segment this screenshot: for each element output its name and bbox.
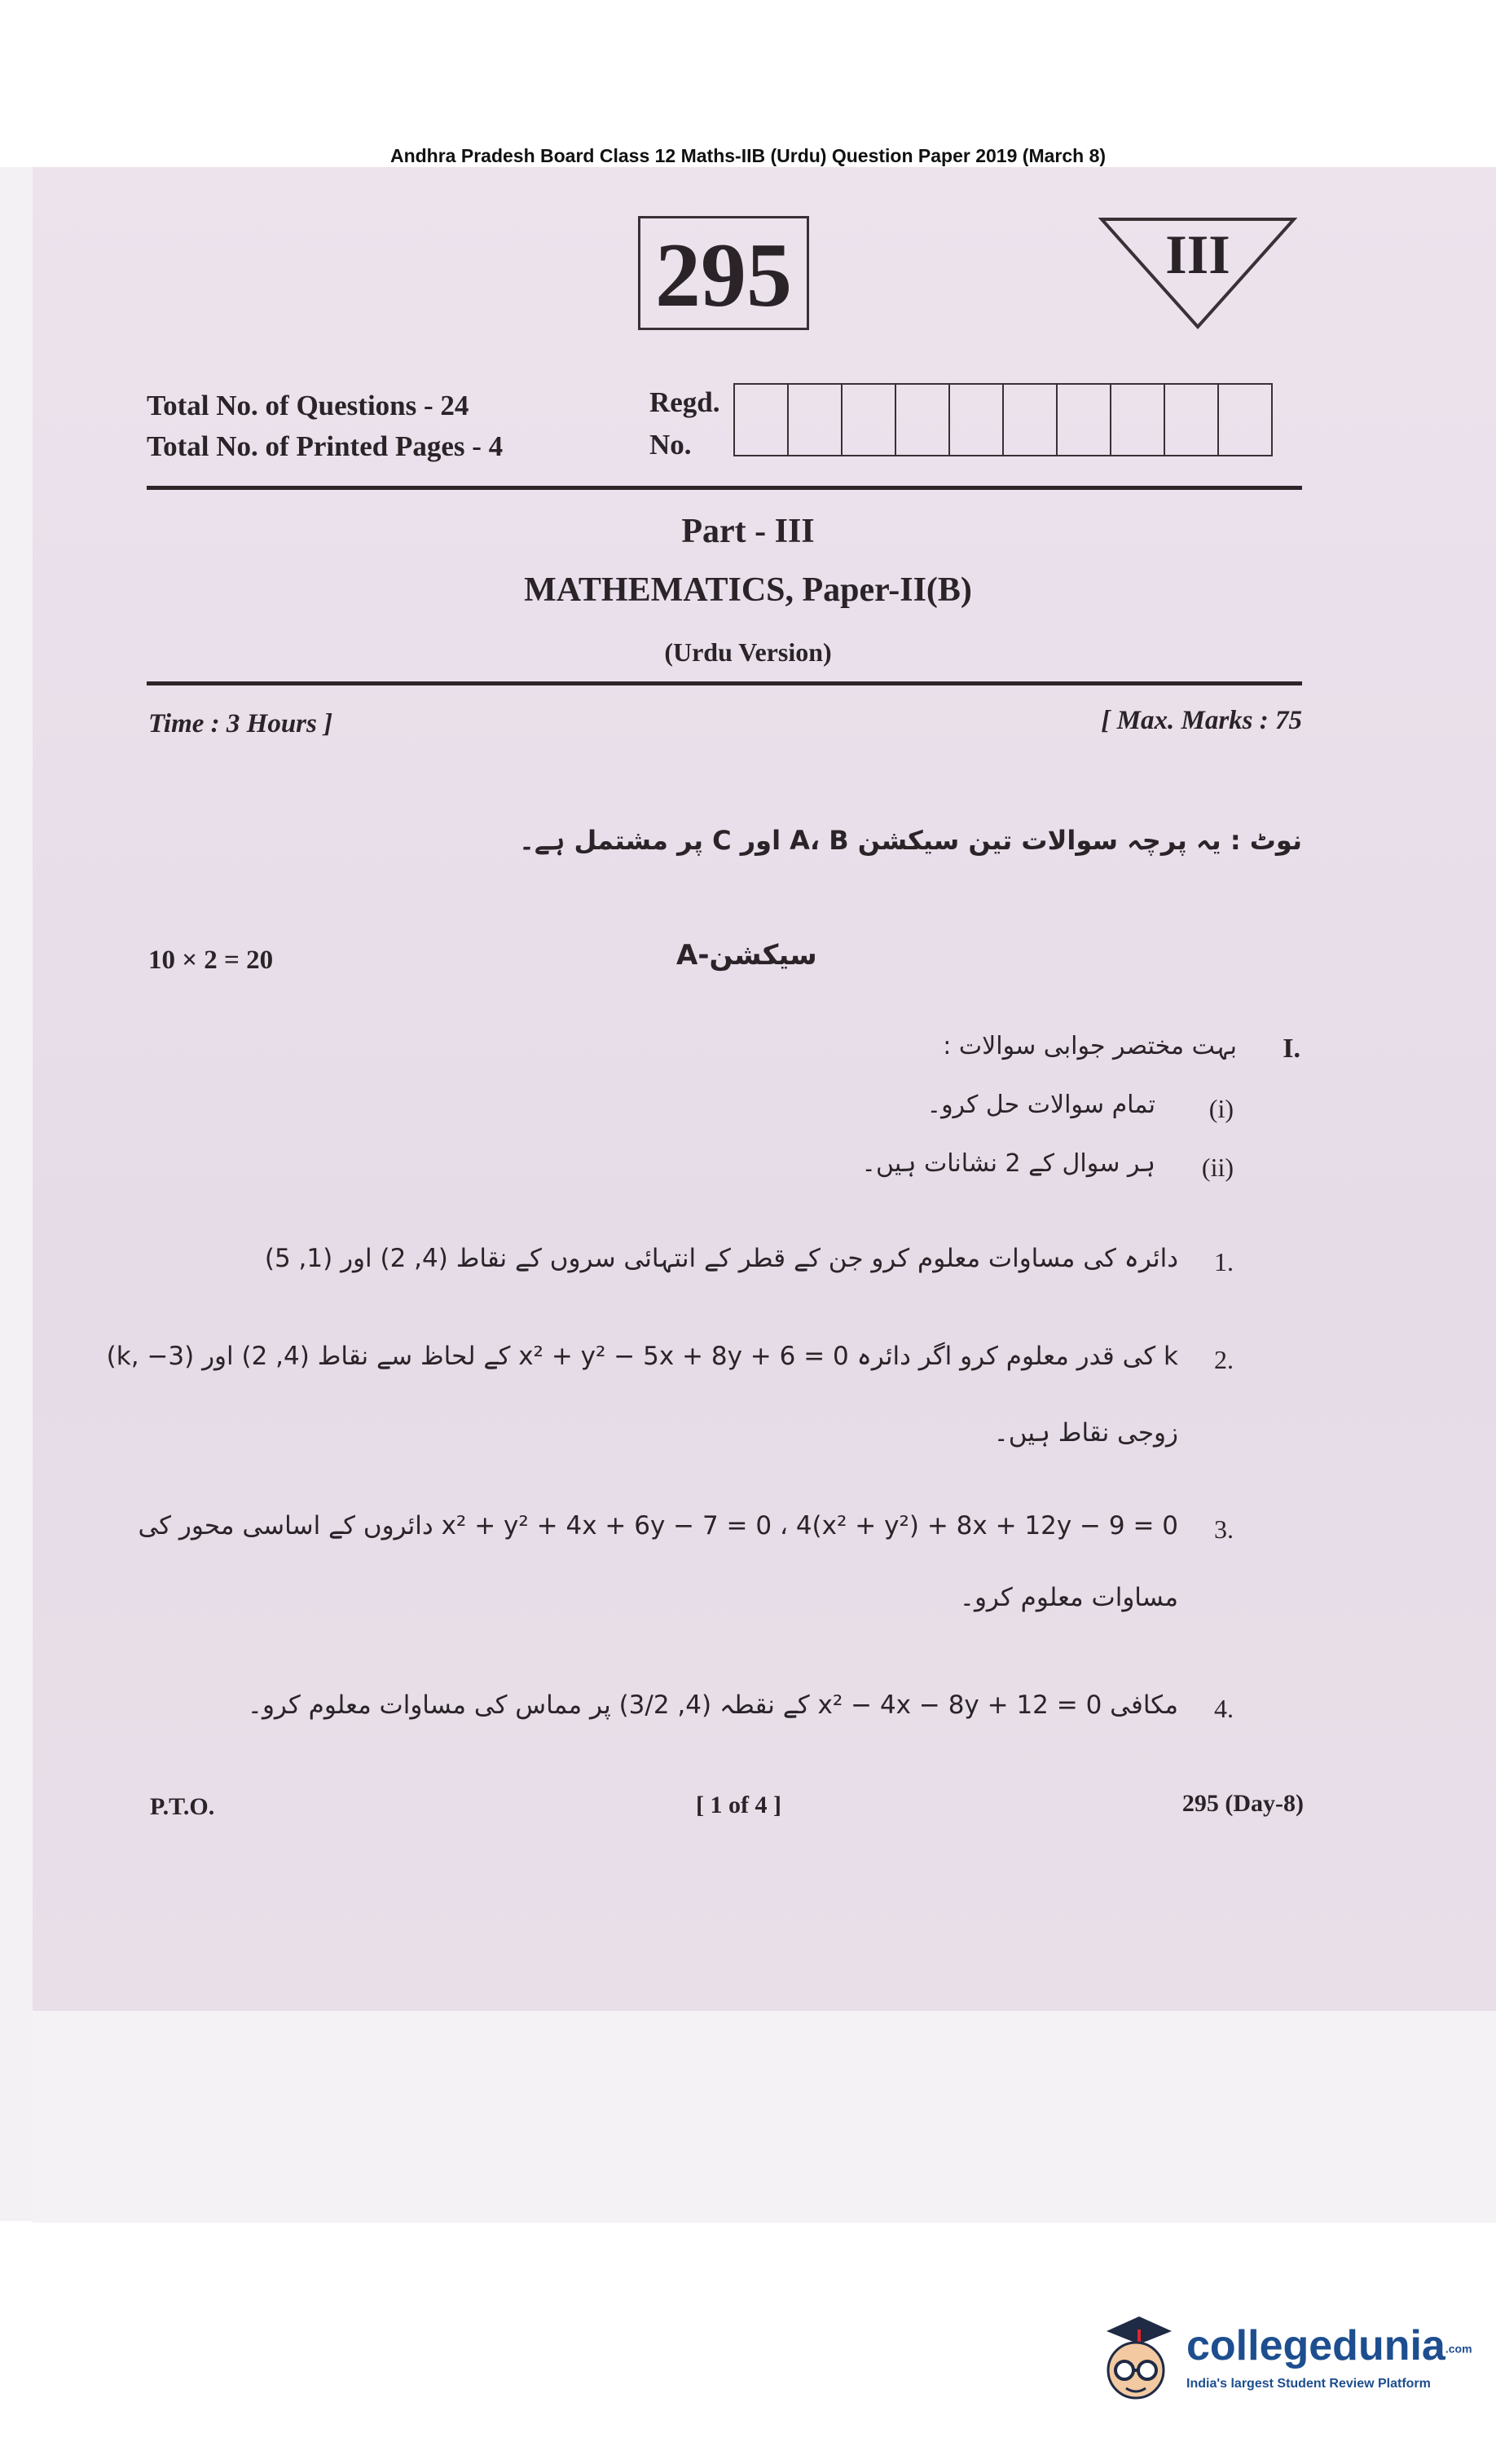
- logo-suffix: .com: [1445, 2342, 1472, 2356]
- student-mascot-icon: [1090, 2307, 1181, 2413]
- title-divider: [147, 681, 1302, 685]
- scan-margin: [0, 167, 33, 2221]
- regd-number-boxes[interactable]: [733, 383, 1273, 456]
- part-roman-number: I.: [1283, 1034, 1300, 1064]
- paper-day-code: 295 (Day-8): [1181, 1790, 1304, 1817]
- instruction-text: ہر سوال کے 2 نشانات ہیں۔: [861, 1149, 1155, 1178]
- regd-box[interactable]: [1165, 385, 1219, 455]
- pto-label: P.T.O.: [150, 1793, 215, 1820]
- version-label: (Urdu Version): [664, 637, 832, 667]
- paper-code-box: 295: [638, 216, 809, 330]
- question-text: مکافی x² − 4x − 8y + 12 = 0 کے نقطہ (4, 3/2) پر مماس کی مساوات معلوم کرو۔: [247, 1690, 1178, 1720]
- regd-no-label: No.: [649, 429, 692, 461]
- instructions-heading: بہت مختصر جوابی سوالات :: [943, 1032, 1237, 1060]
- paper-roman-triangle: [1098, 216, 1297, 330]
- max-marks-label: [ Max. Marks : 75: [1101, 706, 1302, 735]
- page-number: [ 1 of 4 ]: [696, 1792, 781, 1818]
- header-divider: [147, 486, 1302, 490]
- regd-box[interactable]: [1058, 385, 1111, 455]
- scan-bottom-margin: [33, 2011, 1496, 2223]
- instruction-text: تمام سوالات حل کرو۔: [926, 1091, 1155, 1119]
- question-number: 4.: [1214, 1694, 1234, 1723]
- regd-box[interactable]: [1004, 385, 1058, 455]
- question-text: k کی قدر معلوم کرو اگر دائرہ x² + y² − 5x + 8y + 6 = 0 کے لحاظ سے نقاط (4, 2) اور (k, −3): [106, 1342, 1178, 1371]
- section-marks: 10 × 2 = 20: [148, 945, 274, 975]
- regd-box[interactable]: [843, 385, 896, 455]
- regd-box[interactable]: [789, 385, 843, 455]
- question-text: x² + y² + 4x + 6y − 7 = 0 ، 4(x² + y²) + 8x + 12y − 9 = 0 دائروں کے اساسی محور کی: [138, 1511, 1178, 1541]
- question-text-continued: مساوات معلوم کرو۔: [959, 1583, 1178, 1612]
- regd-label: Regd.: [649, 386, 720, 418]
- question-text: دائرہ کی مساوات معلوم کرو جن کے قطر کے انتہائی سروں کے نقاط (4, 2) اور (1, 5): [264, 1244, 1178, 1273]
- section-title: سیکشن-A: [676, 939, 817, 972]
- instruction-number: (ii): [1201, 1153, 1234, 1182]
- logo-wordmark: collegedunia.com: [1186, 2322, 1472, 2369]
- question-number: 1.: [1214, 1247, 1234, 1276]
- regd-box[interactable]: [1219, 385, 1271, 455]
- paper-roman-label: III: [1165, 223, 1230, 285]
- total-questions: Total No. of Questions - 24: [147, 390, 469, 421]
- collegedunia-logo: [1090, 2307, 1472, 2421]
- part-title: Part - III: [681, 513, 815, 550]
- time-label: Time : 3 Hours ]: [148, 709, 333, 738]
- question-number: 2.: [1214, 1345, 1234, 1374]
- instruction-number: (i): [1208, 1094, 1234, 1123]
- total-pages: Total No. of Printed Pages - 4: [147, 430, 504, 462]
- regd-box[interactable]: [735, 385, 789, 455]
- regd-box[interactable]: [896, 385, 950, 455]
- question-number: 3.: [1214, 1514, 1234, 1544]
- note-text: نوٹ : یہ پرچہ سوالات تین سیکشن A، B اور C پر مشتمل ہے۔: [519, 825, 1302, 856]
- regd-box[interactable]: [1111, 385, 1165, 455]
- subject-title: MATHEMATICS, Paper-II(B): [524, 571, 972, 609]
- question-text-continued: زوجی نقاط ہیں۔: [993, 1418, 1178, 1448]
- document-banner: Andhra Pradesh Board Class 12 Maths-IIB (Urdu) Question Paper 2019 (March 8): [389, 145, 1107, 166]
- logo-tagline: India's largest Student Review Platform: [1186, 2377, 1431, 2391]
- regd-box[interactable]: [950, 385, 1004, 455]
